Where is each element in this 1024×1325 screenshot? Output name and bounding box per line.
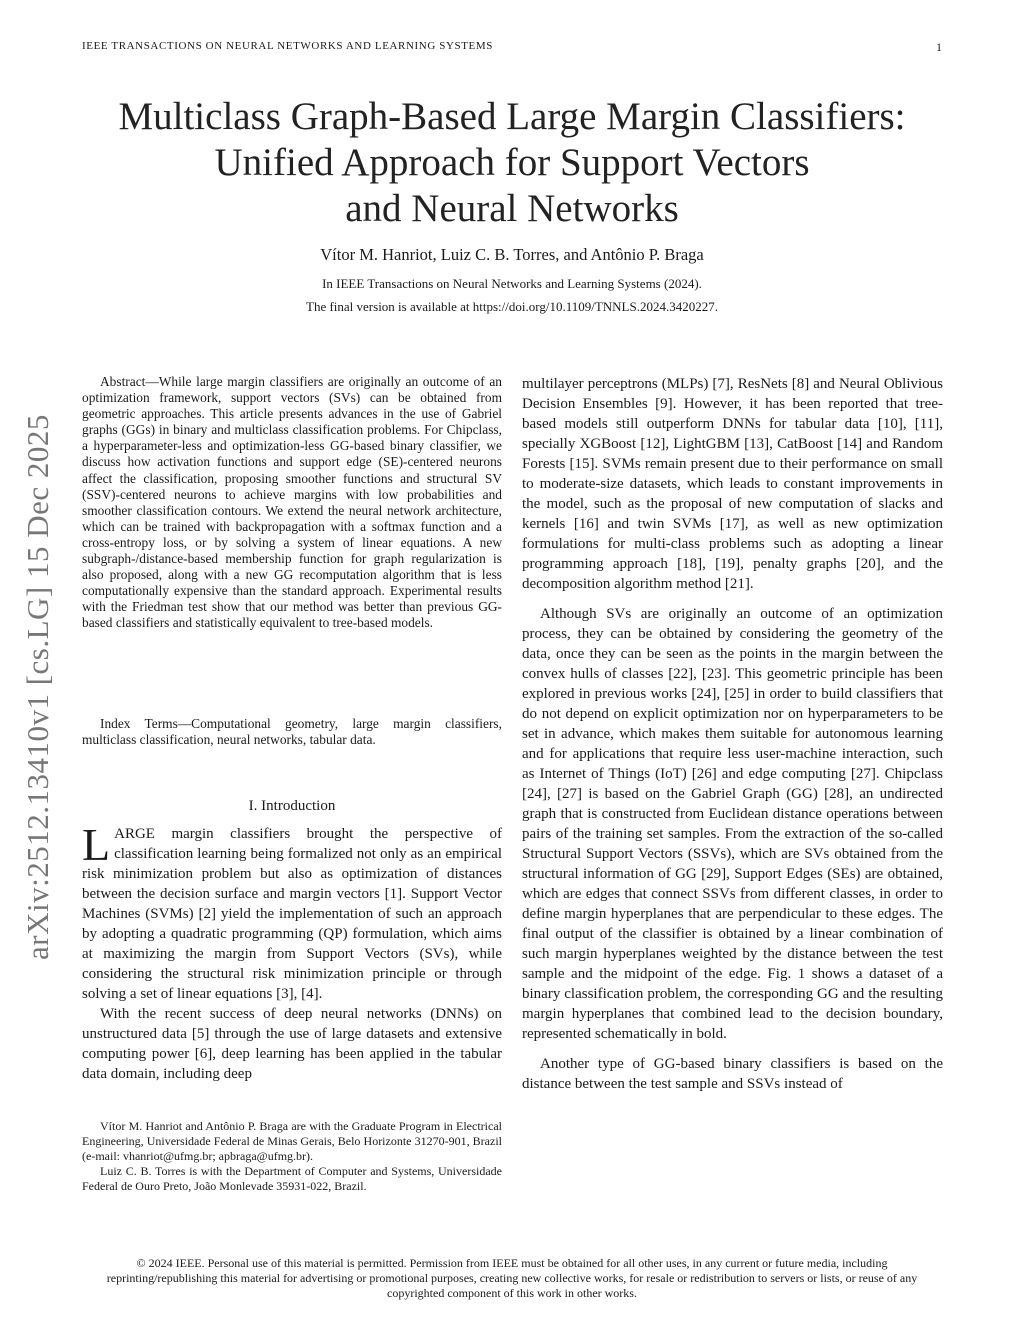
footnote-affiliation-1: Vítor M. Hanriot and Antônio P. Braga are with the Graduate Program in Electrical Engineering, Universidade Federal de Minas Gerais, Belo Horizonte 31270-901, Brazil (e-mail: vhanriot@ufmg.br; apbraga@ufmg.br). [82, 1119, 502, 1163]
copyright-notice: © 2024 IEEE. Personal use of this material is permitted. Permission from IEEE must be obtained for all other uses, in any current or future media, including reprinting/republishing this material for advertising or promotional purposes, creating new collective works, for resale or redistribution to servers or lists, or reuse of any copyrighted component of this work in other works. [106, 1256, 918, 1300]
intro-right-column [522, 374, 943, 1094]
intro-paragraph-2-continued: multilayer perceptrons (MLPs) [7], ResNets [8] and Neural Oblivious Decision Ensembles [9]. However, it has been reported that tree-based models still outperform DNNs for tabular data [10], [11], specially XGBoost [12], LightGBM [13], CatBoost [14] and Random Forests [15]. SVMs remain present due to their performance on small to moderate-size datasets, which leads to constant improvements in the model, such as the proposal of new computation of slacks and kernels [16] and twin SVMs [17], as well as new optimization formulations for multi-class problems such as adopting a linear programming approach [18], [19], penalty graphs [20], and the decomposition algorithm method [21]. [522, 376, 943, 592]
section-heading: I. Introduction [248, 798, 336, 814]
title-line-3: and Neural Networks [345, 187, 679, 230]
arxiv-stamp: arXiv:2512.13410v1 [cs.LG] 15 Dec 2025 [20, 414, 55, 960]
paper-title [60, 94, 964, 232]
footnote-affiliation-2: Luiz C. B. Torres is with the Department of Computer and Systems, Universidade Federal de Ouro Preto, João Monlevade 35931-022, Brazil. [82, 1164, 502, 1193]
abstract: Abstract—While large margin classifiers are originally an outcome of an optimization framework, support vectors (SVs) can be obtained from geometric approaches. This article presents advances in the use of Gabriel graphs (GGs) in binary and multiclass classification problems. For Chipclass, a hyperparameter-less and optimization-less GG-based binary classifier, we discuss how activation functions and support edge (SE)-centered neurons affect the classification, proposing smoother functions and structural SV (SSV)-centered neurons to achieve margins with low probabilities and smoother classification contours. We extend the neural network architecture, which can be trained with backpropagation with a softmax function and a cross-entropy loss, or by solving a system of linear equations. A new subgraph-/distance-based membership function for graph regularization is also proposed, along with a new GG recomputation algorithm that is less computationally expensive than the standard approach. Experimental results with the Friedman test show that our method was better than previous GG-based classifiers and statistically equivalent to tree-based models. [82, 374, 502, 631]
final-version-note: The final version is available at https://doi.org/10.1109/TNNLS.2024.3420227. [306, 299, 718, 314]
publication-note: In IEEE Transactions on Neural Networks and Learning Systems (2024). [322, 276, 702, 291]
footnotes [82, 1119, 502, 1194]
index-terms: Index Terms—Computational geometry, large margin classifiers, multiclass classification, neural networks, tabular data. [82, 716, 502, 748]
title-line-1: Multiclass Graph-Based Large Margin Classifiers: [118, 95, 906, 138]
intro-left-column [82, 819, 502, 1084]
intro-paragraph-3: Although SVs are originally an outcome of an optimization process, they can be obtained by considering the geometry of the data, once they can be seen as the points in the margin between the convex hulls of classes [22], [23]. This geometric principle has been explored in previous works [24], [25] in order to build classifiers that do not depend on explicit optimization nor on hyperparameters to be set in advance, which makes them suitable for autonomous learning and for applications that require less user-machine interaction, such as Internet of Things (IoT) [26] and edge computing [27]. Chipclass [24], [27] is based on the Gabriel Graph (GG) [28], an undirected graph that is constructed from Euclidean distance operations between pairs of the training set samples. From the extraction of the so-called Structural Support Vectors (SSVs), which are SVs obtained from the structural information of GG [29], Support Edges (SEs) are obtained, which are edges that connect SSVs from different classes, in order to define margin hyperplanes that are perpendicular to these edges. The final output of the classifier is obtained by a linear combination of such margin hyperplanes weighted by the distance between the test sample and the midpoint of the edge. Fig. 1 shows a dataset of a binary classification problem, the corresponding GG and the resulting margin hyperplanes that combined lead to the decision boundary, represented schematically in bold. [522, 606, 943, 1042]
drop-cap: L [82, 819, 111, 870]
intro-paragraph-1 [82, 819, 502, 1004]
intro-paragraph-2: With the recent success of deep neural networks (DNNs) on unstructured data [5] through the use of large datasets and extensive computing power [6], deep learning has been applied in the tabular data domain, including deep [82, 1006, 502, 1082]
title-line-2: Unified Approach for Support Vectors [214, 141, 810, 184]
intro-paragraph-4: Another type of GG-based binary classifiers is based on the distance between the test sample and SSVs instead of [522, 1056, 943, 1092]
running-head: IEEE TRANSACTIONS ON NEURAL NETWORKS AND LEARNING SYSTEMS [82, 40, 493, 52]
author-list: Vítor M. Hanriot, Luiz C. B. Torres, and Antônio P. Braga [320, 245, 704, 264]
page-number: 1 [936, 40, 942, 54]
intro-paragraph-1-text: ARGE margin classifiers brought the perspective of classification learning being formalized not only as an empirical risk minimization problem but also as optimization of distances between the decision surface and margin vectors [1]. Support Vector Machines (SVMs) [2] yield the implementation of such an approach by adopting a quadratic programming (QP) formulation, which aims at maximizing the margin from Support Vectors (SVs), while considering the structural risk minimization principle or through solving a set of linear equations [3], [4]. [82, 826, 502, 1002]
